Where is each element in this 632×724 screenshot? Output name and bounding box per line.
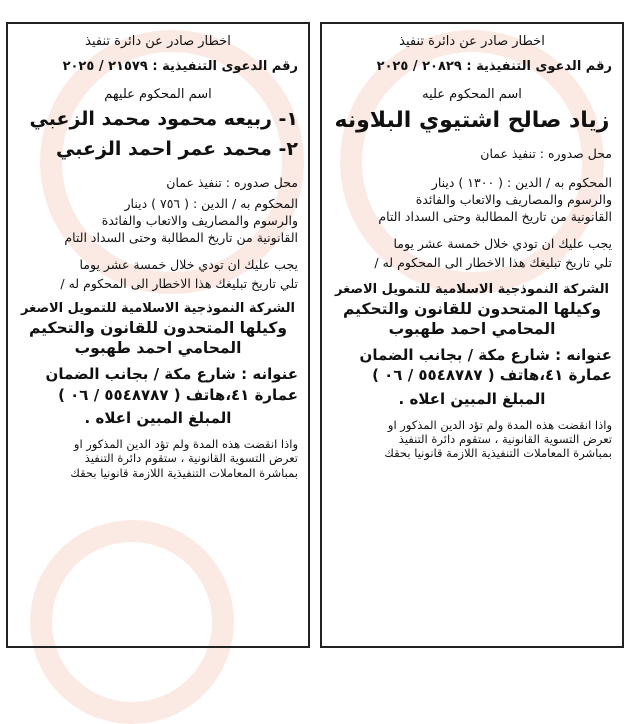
creditor-name: الشركة النموذجية الاسلامية للتمويل الاصغر bbox=[335, 281, 609, 297]
deadline-line: يجب عليك ان تودي خلال خمسة عشر يوما bbox=[79, 257, 298, 273]
debt-amount: المحكوم به / الدين : ( ٧٥٦ ) دينار bbox=[124, 196, 298, 212]
deadline-line: يجب عليك ان تودي خلال خمسة عشر يوما bbox=[393, 235, 612, 251]
deadline-line: تلي تاريخ تبليغك هذا الاخطار الى المحكوم له / bbox=[60, 276, 298, 292]
creditor-agent: وكيلها المتحدون للقانون والتحكيم bbox=[342, 299, 602, 318]
fees-line: والرسوم والمصاريف والاتعاب والفائدة bbox=[415, 191, 612, 207]
footer-line: تعرض التسوية القانونية ، ستقوم دائرة التنفيذ bbox=[84, 451, 298, 466]
footer-line: واذا انقضت هذه المدة ولم تؤد الدين المذكور او bbox=[387, 417, 612, 432]
notice-header: اخطار صادر عن دائرة تنفيذ bbox=[85, 34, 231, 49]
fees-line: القانونية من تاريخ المطالبة وحتى السداد التام bbox=[378, 208, 612, 224]
debt-amount: المحكوم به / الدين : ( ١٣٠٠ ) دينار bbox=[431, 174, 612, 190]
execution-notice-left bbox=[6, 22, 310, 648]
creditor-lawyer: المحامي احمد طهبوب bbox=[388, 320, 556, 339]
respondent-name: زياد صالح اشتيوي البلاونه bbox=[334, 107, 610, 133]
case-number: رقم الدعوى التنفيذية : ٢٠٨٢٩ / ٢٠٢٥ bbox=[376, 59, 612, 74]
address-line: عنوانه : شارع مكة / بجانب الضمان bbox=[359, 346, 612, 365]
notice-header: اخطار صادر عن دائرة تنفيذ bbox=[399, 34, 545, 49]
respondent-name-1: ١- ربيعه محمود محمد الزعبي bbox=[29, 107, 298, 130]
fees-line: والرسوم والمصاريف والاتعاب والفائدة bbox=[101, 213, 298, 229]
respondent-label: اسم المحكوم عليهم bbox=[104, 86, 212, 102]
execution-notice-right bbox=[320, 22, 624, 648]
creditor-name: الشركة النموذجية الاسلامية للتمويل الاصغر bbox=[21, 301, 295, 317]
creditor-lawyer: المحامي احمد طهبوب bbox=[74, 339, 242, 358]
case-number: رقم الدعوى التنفيذية : ٢١٥٧٩ / ٢٠٢٥ bbox=[62, 59, 298, 74]
footer-line: بمباشرة المعاملات التنفيذية اللازمة قانونيا بحقك bbox=[70, 465, 298, 480]
issued-at: محل صدوره : تنفيذ عمان bbox=[480, 145, 612, 161]
issued-at: محل صدوره : تنفيذ عمان bbox=[166, 175, 298, 191]
footer-line: بمباشرة المعاملات التنفيذية اللازمة قانونيا بحقك bbox=[384, 446, 612, 461]
footer-line: تعرض التسوية القانونية ، ستقوم دائرة التنفيذ bbox=[398, 432, 612, 447]
amount-stated: المبلغ المبين اعلاه . bbox=[84, 408, 232, 427]
amount-stated: المبلغ المبين اعلاه . bbox=[398, 389, 546, 408]
respondent-label: اسم المحكوم عليه bbox=[422, 86, 522, 102]
creditor-agent: وكيلها المتحدون للقانون والتحكيم bbox=[28, 319, 288, 338]
address-line: عنوانه : شارع مكة / بجانب الضمان bbox=[45, 365, 298, 384]
footer-line: واذا انقضت هذه المدة ولم تؤد الدين المذكور او bbox=[73, 436, 298, 451]
address-line: عمارة ٤١،هاتف ( ٥٥٤٨٧٨٧ / ٠٦ ) bbox=[58, 385, 298, 404]
fees-line: القانونية من تاريخ المطالبة وحتى السداد التام bbox=[64, 230, 298, 246]
deadline-line: تلي تاريخ تبليغك هذا الاخطار الى المحكوم له / bbox=[374, 254, 612, 270]
respondent-name-2: ٢- محمد عمر احمد الزعبي bbox=[55, 138, 298, 161]
address-line: عمارة ٤١،هاتف ( ٥٥٤٨٧٨٧ / ٠٦ ) bbox=[372, 366, 612, 385]
